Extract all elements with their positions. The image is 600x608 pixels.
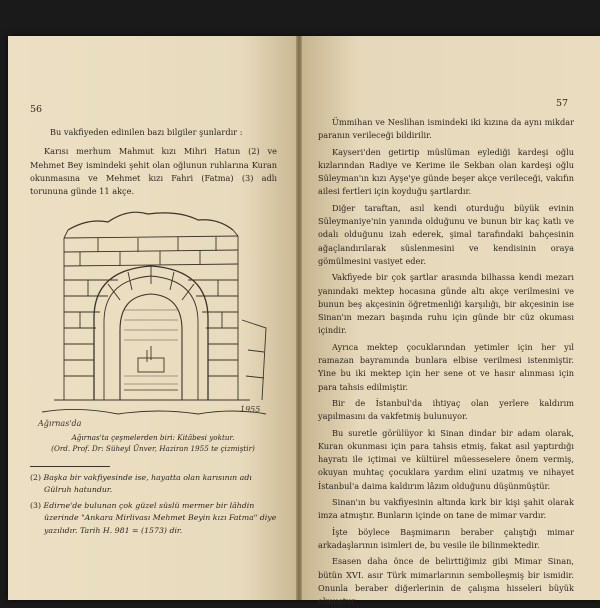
paragraph: Diğer taraftan, asıl kendi oturduğu büyük evinin Süleymaniye'nin yanında olduğunu ve bunun bir kaç katlı ve odalı olduğunu izah ederek, şimal tarafındaki bahçesinin ağaçlandırılarak süslenmesini ve kendisinin oraya gömülmesini vasiyet eder. [318,202,574,266]
paragraph: Ümmihan ve Neslihan ismindeki iki kızına da aynı mikdar paranın verileceği bildirilir. [318,117,574,141]
paragraph: Bu suretle görülüyor ki Sinan dindar bir adam olarak, Kuran okunması için para tahsis etmiş, fakat asıl yaptırdığı hayratı ile içtimai ve kültürel müesseselere önem vermiş, okuyan muhtaç çocuklara yardım elini uzatmış ve nihayet İstanbul'a daima kaldırım lâzım olduğunu düşünmüştür. [318,427,574,491]
paragraph: Kayseri'den getirtip müslüman eylediği kardeşi oğlu kızlarından Radiye ve Kerime ile Sekban olan kardeşi oğlu Süleyman'ın kızı Ayşe'ye günde beşer akçe verileceği, vakıfın ailesi fertleri için koyduğu şartlardır. [318,146,574,197]
footnote-2 [30,472,280,497]
page-number: 56 [30,104,43,115]
footnote-rule [30,466,110,467]
caption-line-2: (Ord. Prof. Dr: Süheyl Ünver, Haziran 1955 te çizmiştir) [51,444,255,453]
footnote-text: Edirne'de bulunan çok güzel süslü mermer bir lâhdin üzerinde "Ankara Mirlivası Mehmet Beyin kızı Fatma" diye yazılıdır. Tarih H. 981 = (1573) dir. [43,500,277,535]
paragraph: Vakfiyede bir çok şartlar arasında bilhassa kendi mezarı yanındaki mektep hocasına günde altı akçe verilmesini ve bunun beş akçesinin öğretmenliği karşılığı, bir akçesinin ise Sinan'ın mezarı başında ruhu için günde bir cüz okuması içindir. [318,272,574,336]
paragraph: Esasen daha önce de belirttiğimiz gibi Mimar Sinan, bütün XVI. asır Türk mimarlarının sembolleşmiş bir ismidir. Onunla beraber diğerlerinin de çalışma hisseleri büyük olmuştur. [318,556,574,607]
sketch-signature-left: Ağırnas'da [38,419,82,428]
paragraph: Ayrıca mektep çocuklarından yetimler için her yıl ramazan bayramında bunlara elbise verilmesi istenmiştir. Yine bu iki mektep için her sene ot ve hasır alınması için para tahsis edilmiştir. [318,341,574,392]
fountain-sketch [28,200,278,430]
footnotes [30,472,280,540]
page-number: 57 [556,98,569,109]
book-gutter [296,36,302,600]
open-book [8,36,600,607]
intro-paragraph: Karısı merhum Mahmut kızı Mihri Hatun (2) ve Mehmet Bey ismindeki şehit olan oğlunun ruhlarına Kuran okunmasına ve Mehmet kızı Fahri (Fatma) (3) adlı torununa günde 11 akçe. [30,146,277,197]
caption-line-1: Ağırnas'ta çeşmelerden biri: Kitâbesi yoktur. [71,433,235,442]
footnote-3 [30,500,280,537]
body-text [318,116,574,608]
right-page [298,36,600,607]
sketch-signature-right: 1955 [240,405,261,414]
fountain-drawing [28,200,278,430]
footnote-number: (3) [30,500,42,510]
paragraph: Sinan'ın bu vakfiyesinin altında kırk bir kişi şahit olarak imza atmıştır. Bunların içinde on tane de mimar vardır. [318,497,574,521]
paragraph: İşte böylece Başmimarın beraber çalıştığı mimar arkadaşlarının isimleri de, bu vesile ile bilinmektedir. [318,526,574,550]
footnote-number: (2) [30,473,42,482]
intro-lead: Bu vakfiyeden edinilen bazı bilgiler şunlardır : [50,127,243,137]
intro-text [30,126,277,198]
footnote-text: Başka bir vakfiyesinde ise, hayatta olan karısının adı Gülruh hatundur. [43,473,252,495]
left-page [8,36,298,600]
figure-caption [28,432,278,454]
paragraph: Bir de İstanbul'da ihtiyaç olan yerlere kaldırım yapılmasını da vakfetmiş bulunuyor. [318,397,574,422]
